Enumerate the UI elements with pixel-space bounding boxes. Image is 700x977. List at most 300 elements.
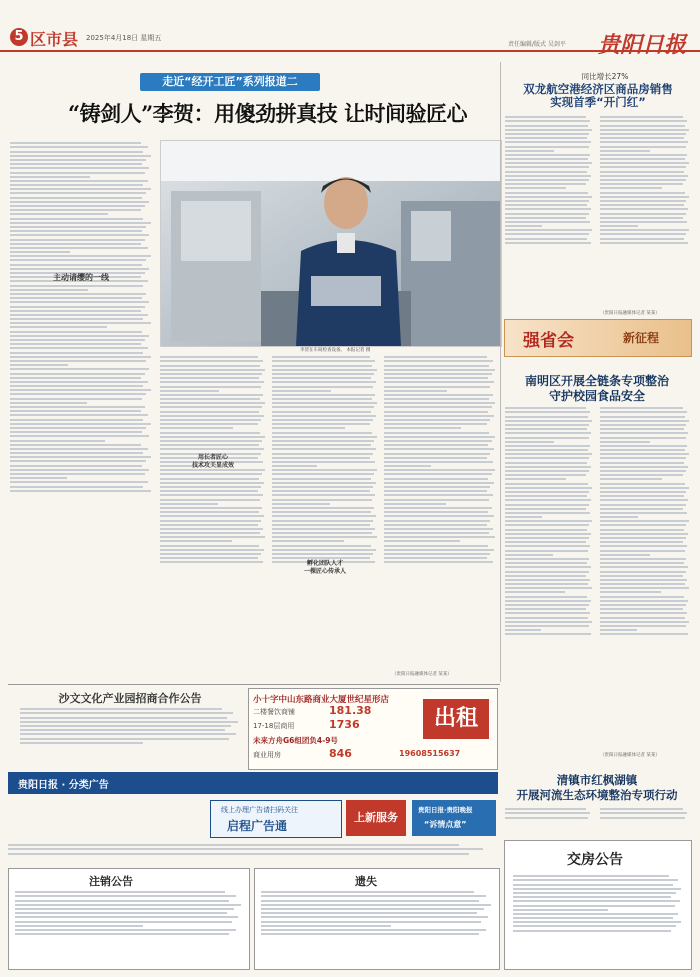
text-line [10,444,141,446]
handover-notice-title: 交房公告 [567,852,623,868]
text-line [384,453,490,455]
text-line [600,537,686,539]
text-line [272,528,375,530]
text-line [15,904,241,906]
text-line [384,528,493,530]
text-line [384,440,492,442]
text-line [600,242,688,244]
story-kicker: 同比增长27% [581,72,629,81]
text-line [160,369,265,371]
text-line [505,196,592,198]
text-line [505,457,589,459]
text-line [600,179,686,181]
text-line [505,617,588,619]
text-line [384,411,488,413]
text-line [600,225,638,227]
text-line [20,738,229,740]
text-line [10,167,149,169]
editor-credit: 责任编辑/版式 吴剑平 [508,41,566,48]
text-line [261,900,479,902]
text-line [505,583,588,585]
text-line [10,192,146,194]
text-line [272,478,371,480]
text-line [600,550,685,552]
text-line [384,360,493,362]
text-line [600,129,689,131]
text-line [10,230,142,232]
text-line [505,495,587,497]
text-line [160,482,264,484]
text-line [600,233,686,235]
text-line [160,549,264,551]
text-line [10,385,143,387]
text-line [505,558,589,560]
text-line [384,448,494,450]
text-line [160,528,263,530]
text-line [600,204,684,206]
lead-column-3 [272,354,378,679]
text-line [10,490,151,492]
text-line [384,503,446,505]
text-line [505,520,592,522]
text-line [10,360,146,362]
text-line [513,875,669,877]
text-line [505,428,587,430]
text-line [272,545,371,547]
story-headline-line1: 双龙航空港经济区商品房销售 [523,82,673,96]
text-line [10,264,142,266]
text-line [505,424,589,426]
text-line [505,562,587,564]
text-line [272,524,370,526]
intro-subhead: 主动请缨的一线 [53,273,109,282]
text-line [505,545,590,547]
text-line [600,238,684,240]
text-line [10,377,141,379]
text-line [505,407,586,409]
text-line [272,444,371,446]
text-line [600,487,689,489]
lead-headline: “铸剑人”李贺：用傻劲拼真技 让时间验匠心 [68,101,467,126]
text-line [384,427,461,429]
text-line [10,352,143,354]
text-line [505,449,588,451]
text-line [505,600,591,602]
text-line [261,925,391,927]
text-line [160,440,262,442]
text-line [600,617,685,619]
text-line [600,562,684,564]
notice-lost-box [254,868,500,970]
text-line [384,436,495,438]
text-line [272,369,377,371]
text-line [272,465,317,467]
text-line [15,908,234,910]
text-line [505,508,586,510]
text-line [600,420,689,422]
text-line [505,229,592,231]
text-line [272,494,375,496]
text-line [600,575,683,577]
text-line [272,377,371,379]
bottom-headline-line1: 清镇市红枫湖镇 [556,773,638,787]
text-line [505,217,586,219]
text-line [600,478,662,480]
text-line [600,457,686,459]
text-line [505,441,554,443]
text-line [600,187,662,189]
text-line [600,474,683,476]
text-line [513,884,673,886]
text-line [505,499,591,501]
text-line [10,205,145,207]
text-line [384,553,490,555]
text-line [600,541,683,543]
right-top-col-b [600,114,690,314]
mid-right-col-a [505,405,593,760]
rental-line3: 17-18层商用 [253,722,295,730]
text-line [10,402,87,404]
text-line [160,365,260,367]
text-line [10,364,68,366]
text-line [160,545,259,547]
text-line [505,120,590,122]
text-line [505,137,587,139]
text-line [261,912,477,914]
text-line [160,494,263,496]
text-line [160,398,260,400]
text-line [513,921,681,923]
text-line [505,575,586,577]
text-line [10,239,145,241]
text-line [505,133,589,135]
text-line [160,436,265,438]
bottom-right-col-b [600,806,690,826]
text-line [600,808,683,810]
text-line [384,394,493,396]
text-line [10,285,143,287]
text-line [160,423,258,425]
classified-slogan-big: 启程广告通 [227,819,288,833]
banner-subtitle: 新征程 [623,331,660,345]
page-number-badge: 5 [10,28,28,46]
text-line [600,449,685,451]
text-line [10,255,151,257]
text-line [261,891,474,893]
text-line [261,933,479,935]
text-line [384,415,494,417]
handover-notice-body [513,873,683,963]
mini-promo-title: 贵阳日报·贵阳晚报 [418,806,473,814]
text-line [505,200,589,202]
story-headline-line2: 实现首季“开门红” [550,95,646,109]
text-line [600,196,689,198]
text-line [10,456,151,458]
text-line [160,394,263,396]
notice-lost-title: 遗失 [355,875,377,888]
text-line [384,406,492,408]
text-line [384,549,494,551]
text-line [505,453,592,455]
series-tag: 走近“经开工匠”系列报道二 [140,73,320,91]
lead-column-1 [10,140,152,680]
text-line [20,712,233,714]
text-line [513,925,676,927]
text-line [600,432,688,434]
text-line [600,499,688,501]
notice-cancellation-box [8,868,250,970]
text-line [384,465,431,467]
text-line [600,183,683,185]
text-line [10,331,142,333]
text-line [10,481,148,483]
masthead [0,0,700,52]
text-line [272,503,330,505]
photo-caption: 李贺在车间检查设备。 本报记者 摄 [300,348,371,353]
text-line [505,608,586,610]
text-line [10,448,148,450]
text-line [505,512,590,514]
text-line [272,411,371,413]
text-line [600,158,685,160]
text-line [10,356,151,358]
text-line [272,386,373,388]
right-top-byline: （贵阳日报融媒体记者 某某） [600,311,660,316]
text-line [10,373,145,375]
text-line [600,116,683,118]
text-line [600,217,683,219]
lead-byline: （贵阳日报融媒体记者 某某） [392,672,452,677]
text-line [272,419,373,421]
text-line [160,540,232,542]
text-line [272,536,377,538]
text-line [10,440,105,442]
text-line [10,268,149,270]
text-line [600,566,688,568]
text-line [505,524,589,526]
text-line [600,812,687,814]
text-line [10,218,143,220]
text-line [272,482,376,484]
text-line [505,175,591,177]
text-line [505,529,587,531]
text-line [261,929,486,931]
rental-big-label: 出租 [423,699,489,739]
rental-phone: 19608515637 [399,749,461,758]
text-line [8,848,483,850]
text-line [600,545,687,547]
text-line [10,314,148,316]
text-line [160,415,264,417]
text-line [600,495,684,497]
text-line [600,200,686,202]
text-line [10,343,141,345]
text-line [505,129,592,131]
text-line [10,184,143,186]
text-line [10,414,148,416]
text-line [160,469,265,471]
text-line [600,621,689,623]
mid-right-col-b [600,405,690,760]
text-line [272,356,370,358]
text-line [20,708,222,710]
text-line [600,437,686,439]
text-line [272,469,377,471]
text-line [513,888,681,890]
text-line [384,402,495,404]
text-line [10,251,70,253]
rental-price2: 1736 [329,718,360,731]
new-service-badge: 上新服务 [346,800,406,836]
text-line [10,155,151,157]
text-line [10,410,141,412]
text-line [10,163,142,165]
text-line [10,469,149,471]
newspaper-logo: 贵阳日报 [598,32,687,58]
text-line [10,146,148,148]
text-line [384,365,489,367]
text-line [272,532,372,534]
text-line [600,208,688,210]
text-line [384,507,492,509]
text-line [10,213,108,215]
text-line [15,929,236,931]
text-line [600,146,686,148]
text-line [160,402,265,404]
text-line [160,553,261,555]
text-line [272,549,376,551]
text-line [505,541,586,543]
text-line [505,483,588,485]
text-line [10,473,145,475]
text-line [505,150,554,152]
text-line [10,234,149,236]
promo-banner [504,319,692,357]
text-line [8,853,469,855]
text-line [10,435,149,437]
text-line [600,604,686,606]
rental-line2: 二楼餐饮商铺 [253,708,295,716]
text-line [160,557,258,559]
right-subhead: 孵化团队人才 [306,560,343,567]
text-line [160,419,261,421]
text-line [505,432,591,434]
text-line [505,158,588,160]
text-line [272,436,377,438]
text-line [505,478,566,480]
lead-column-4 [384,354,496,679]
text-line [384,557,487,559]
text-line [384,482,494,484]
text-line [10,310,141,312]
text-line [600,817,685,819]
text-line [272,440,374,442]
text-line [272,520,373,522]
text-line [505,179,589,181]
text-line [272,486,373,488]
text-line [20,721,238,723]
text-line [15,916,238,918]
text-line [20,725,231,727]
text-line [272,515,376,517]
text-line [600,453,689,455]
text-line [384,520,490,522]
text-line [10,477,67,479]
text-line [10,188,151,190]
text-line [505,612,590,614]
text-line [10,176,90,178]
text-line [384,473,492,475]
text-line [513,892,676,894]
text-line [600,192,685,194]
text-line [505,445,590,447]
text-line [160,373,262,375]
text-line [600,150,650,152]
text-line [10,486,143,488]
bottom-headline-line2: 开展河流生态环境整治专项行动 [516,788,678,802]
text-line [384,536,495,538]
text-line [20,717,227,719]
text-line [505,587,592,589]
mini-promo-sub: “诉情点意” [424,820,467,829]
text-line [15,891,225,893]
text-line [513,917,673,919]
text-line [272,553,373,555]
text-line [160,532,260,534]
text-line [505,470,589,472]
bottom-right-col-a [505,806,593,826]
text-line [600,470,686,472]
text-line [600,441,650,443]
text-line [160,406,262,408]
text-line [600,625,686,627]
text-line [384,486,490,488]
text-line [15,921,232,923]
text-line [600,120,687,122]
text-line [10,460,146,462]
text-line [10,368,149,370]
text-line [384,511,488,513]
text-line [272,453,373,455]
text-line [384,373,492,375]
text-line [505,516,542,518]
text-line [384,419,490,421]
text-line [600,213,686,215]
mid-headline-line1: 南明区开展全链条专项整治 [524,374,669,388]
text-line [505,596,587,598]
lead-column-2 [160,354,266,679]
text-line [272,394,375,396]
text-line [600,411,687,413]
text-line [600,407,683,409]
text-line [600,229,689,231]
text-line [505,625,589,627]
text-line [384,377,488,379]
text-line [261,921,481,923]
text-line [10,427,146,429]
text-line [505,233,589,235]
text-line [600,608,683,610]
text-line [10,201,149,203]
mini-promo [412,800,496,836]
text-line [505,633,591,635]
text-line [272,402,377,404]
text-line [160,432,260,434]
text-line [160,503,218,505]
text-line [600,462,684,464]
text-line [600,137,684,139]
text-line [505,466,591,468]
